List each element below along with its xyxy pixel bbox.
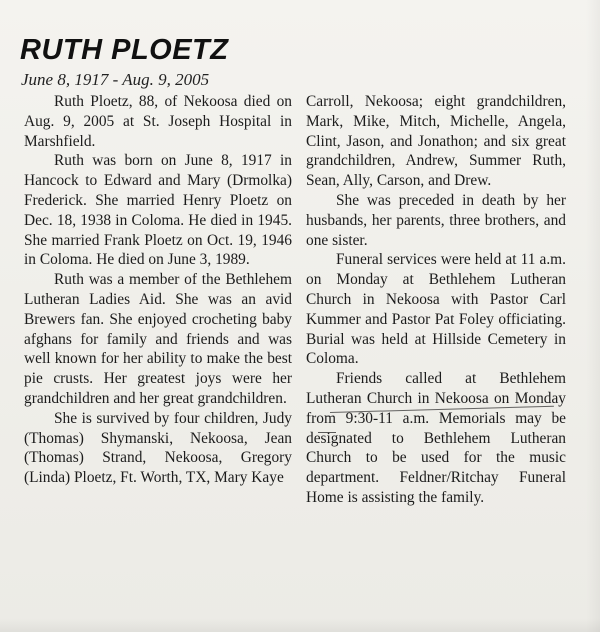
paragraph-funeral-services: Funeral services were held at 11 a.m. on Monday at Bethlehem Lutheran Church in Nekoosa with Pastor Carl Kummer and Pastor Pat Foley officiating. Burial was held at Hillside Cemetery in Coloma.	[306, 251, 566, 368]
paragraph-visitation-memorials: Friends called at Bethlehem Lutheran Church in Nekoosa on Monday from 9:30-11 a.m. Memorials may be designated to Bethlehem Lutheran Church to be used for the music department. Feldner/Ritchay Funeral Home is assisting the family.	[306, 370, 566, 506]
clipping-edge-shadow	[586, 0, 600, 632]
left-column	[24, 92, 292, 488]
paragraph-death-notice: Ruth Ploetz, 88, of Nekoosa died on Aug. 9, 2005 at St. Joseph Hospital in Marshfield.	[24, 93, 292, 150]
paragraph-birth-marriages: Ruth was born on June 8, 1917 in Hancock to Edward and Mary (Drmolka) Frederick. She married Henry Ploetz on Dec. 18, 1938 in Coloma. He died in 1945. She married Frank Ploetz on Oct. 19, 1946 in Coloma. He died on June 3, 1989.	[24, 152, 292, 269]
clipping-bottom-shadow	[0, 618, 600, 632]
life-dates: June 8, 1917 - Aug. 9, 2005	[21, 70, 210, 89]
right-column	[306, 92, 566, 508]
paragraph-interests: Ruth was a member of the Bethlehem Lutheran Ladies Aid. She was an avid Brewers fan. She enjoyed crocheting baby afghans for family and friends and was well known for her ability to make the best pie crusts. Her greatest joys were her grandchildren and her great grandchildren.	[24, 271, 292, 407]
obituary-headline: RUTH PLOETZ	[20, 34, 229, 66]
paragraph-survivors-start: She is survived by four children, Judy (Thomas) Shymanski, Nekoosa, Jean (Thomas) Strand, Nekoosa, Gregory (Linda) Ploetz, Ft. Worth, TX, Mary Kaye	[24, 409, 292, 487]
paragraph-preceded-in-death: She was preceded in death by her husbands, her parents, three brothers, and one sister.	[306, 191, 566, 249]
paragraph-survivors-continued: Carroll, Nekoosa; eight grandchildren, Mark, Mike, Mitch, Michelle, Angela, Clint, Jason, and Jonathon; and six great grandchildren, Andrew, Summer Ruth, Sean, Ally, Carson, and Drew.	[306, 93, 566, 190]
pen-dash-mark	[318, 432, 336, 433]
